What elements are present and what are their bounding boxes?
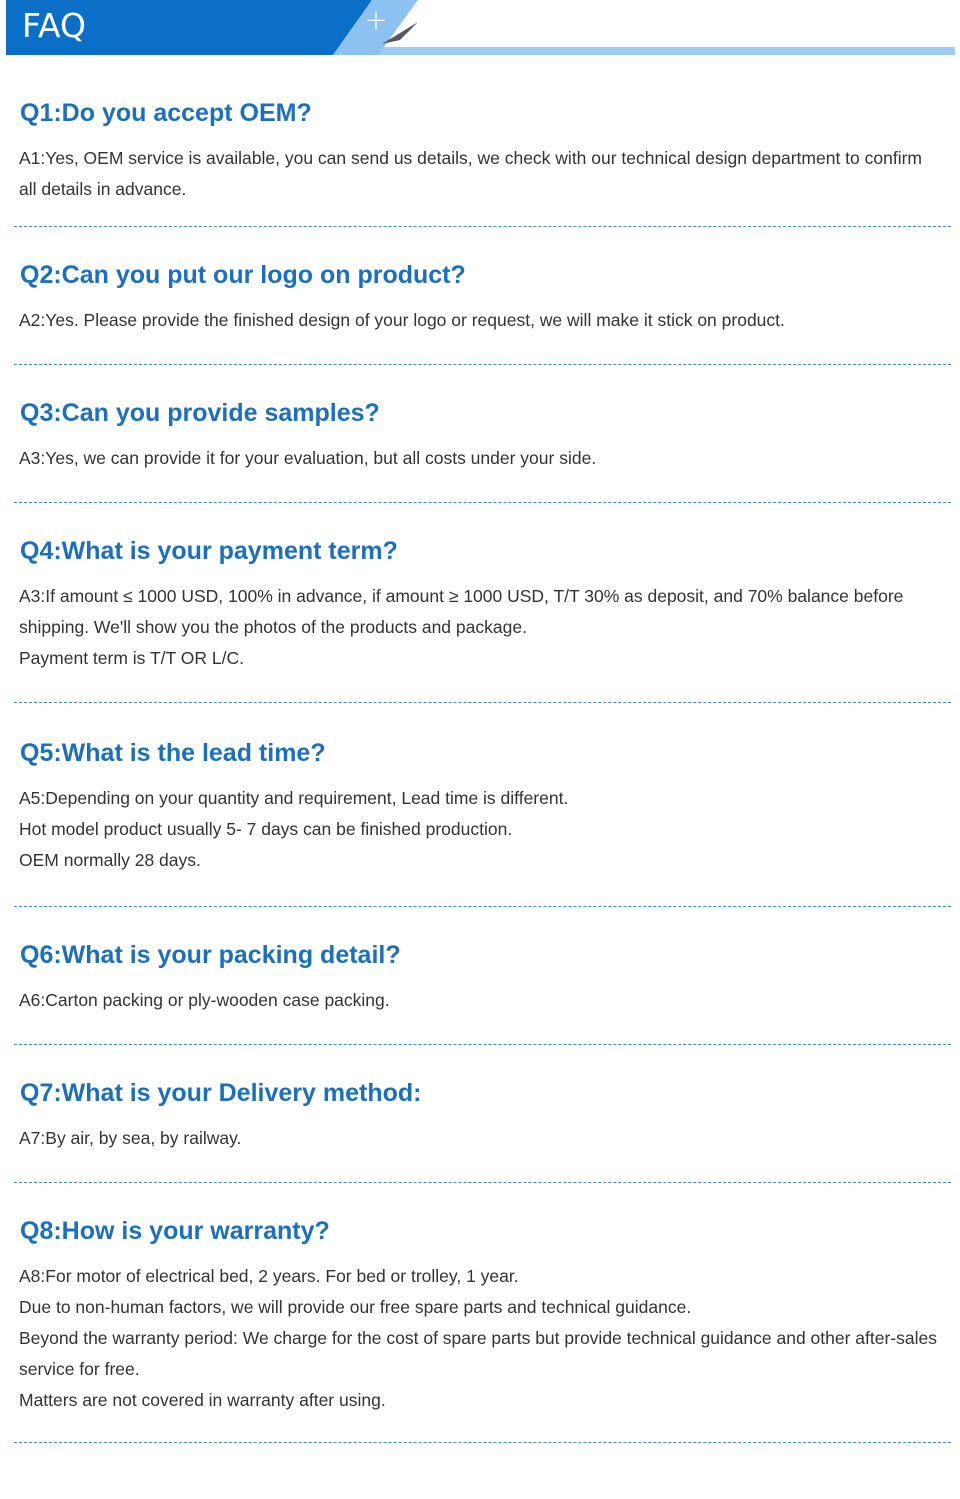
faq-answer-4-line-2: Payment term is T/T OR L/C.	[19, 648, 244, 668]
page-title: FAQ	[22, 6, 86, 45]
faq-answer-6-line-1: A6:Carton packing or ply-wooden case packing.	[19, 990, 390, 1010]
faq-answer-8-line-4: Matters are not covered in warranty after using.	[19, 1390, 386, 1410]
faq-question-6: Q6:What is your packing detail?	[20, 941, 401, 969]
faq-answer-4	[19, 581, 939, 674]
faq-question-8: Q8:How is your warranty?	[20, 1217, 330, 1245]
faq-divider-4	[14, 702, 951, 703]
faq-divider-6	[14, 1044, 951, 1045]
faq-answer-1-line-1: A1:Yes, OEM service is available, you can send us details, we check with our technical design department to confirm all details in advance.	[19, 148, 923, 199]
faq-divider-2	[14, 364, 951, 365]
faq-answer-2	[19, 305, 939, 336]
faq-question-1: Q1:Do you accept OEM?	[20, 99, 312, 127]
faq-answer-4-line-1: A3:If amount ≤ 1000 USD, 100% in advance, if amount ≥ 1000 USD, T/T 30% as deposit, and 70% balance before shipping. We'll show you the photos of the products and package.	[19, 586, 904, 637]
faq-answer-1	[19, 143, 939, 205]
faq-question-4: Q4:What is your payment term?	[20, 537, 398, 565]
faq-answer-8-line-3: Beyond the warranty period: We charge for the cost of spare parts but provide technical guidance and other after-sales service for free.	[19, 1328, 937, 1379]
faq-answer-3	[19, 443, 939, 474]
faq-answer-8-line-1: A8:For motor of electrical bed, 2 years. For bed or trolley, 1 year.	[19, 1266, 519, 1286]
faq-divider-3	[14, 502, 951, 503]
faq-answer-2-line-1: A2:Yes. Please provide the finished design of your logo or request, we will make it stick on product.	[19, 310, 785, 330]
faq-answer-5	[19, 783, 939, 876]
faq-divider-8	[14, 1442, 951, 1443]
faq-divider-7	[14, 1182, 951, 1183]
faq-answer-5-line-3: OEM normally 28 days.	[19, 850, 201, 870]
faq-answer-3-line-1: A3:Yes, we can provide it for your evaluation, but all costs under your side.	[19, 448, 597, 468]
faq-divider-5	[14, 906, 951, 907]
faq-answer-8	[19, 1261, 939, 1416]
faq-divider-1	[14, 226, 951, 227]
faq-question-2: Q2:Can you put our logo on product?	[20, 261, 466, 289]
faq-answer-7-line-1: A7:By air, by sea, by railway.	[19, 1128, 242, 1148]
faq-question-7: Q7:What is your Delivery method:	[20, 1079, 422, 1107]
faq-header-banner	[0, 0, 960, 60]
banner-graphic	[0, 0, 960, 60]
faq-answer-7	[19, 1123, 939, 1154]
faq-question-5: Q5:What is the lead time?	[20, 739, 326, 767]
faq-answer-6	[19, 985, 939, 1016]
faq-answer-5-line-2: Hot model product usually 5- 7 days can be finished production.	[19, 819, 513, 839]
faq-question-3: Q3:Can you provide samples?	[20, 399, 380, 427]
faq-answer-5-line-1: A5:Depending on your quantity and requirement, Lead time is different.	[19, 788, 569, 808]
faq-answer-8-line-2: Due to non-human factors, we will provide our free spare parts and technical guidance.	[19, 1297, 692, 1317]
plus-icon[interactable]: +	[364, 3, 388, 36]
